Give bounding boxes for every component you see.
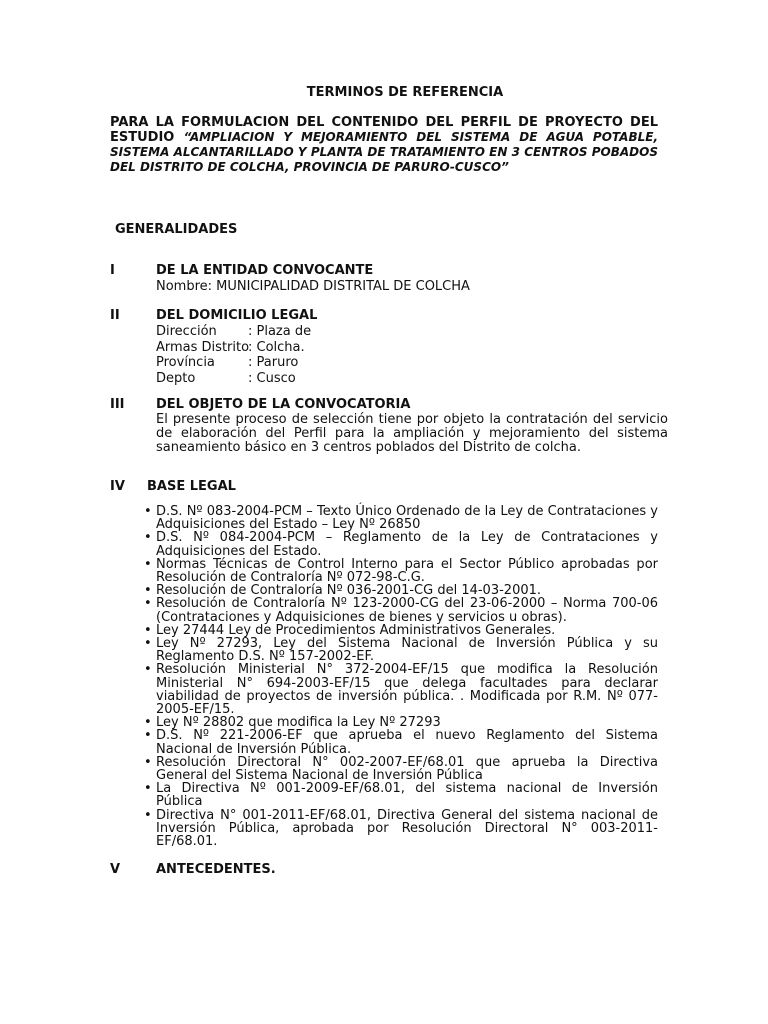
section-heading: BASE LEGAL bbox=[147, 479, 236, 494]
address-row bbox=[156, 340, 658, 356]
list-item: • Resolución de Contraloría Nº 036-2001-CG del 14-03-2001. bbox=[144, 584, 658, 597]
list-item: • D.S. Nº 084-2004-PCM – Reglamento de la Ley de Contrataciones y Adquisiciones del Estado. bbox=[144, 531, 658, 557]
address-value: : Cusco bbox=[248, 370, 296, 386]
section-body: El presente proceso de selección tiene por objeto la contratación del servicio de elaboración del Perfil para la ampliación y mejoramiento del sistema saneamiento básico en 3 centros poblados del Distrito de colcha. bbox=[156, 412, 668, 455]
section-body: Nombre: MUNICIPALIDAD DISTRITAL DE COLCHA bbox=[156, 279, 470, 294]
section-domicilio bbox=[110, 308, 670, 388]
list-item: • Ley Nº 27293, Ley del Sistema Nacional de Inversión Pública y su Reglamento D.S. Nº 157-2002-EF. bbox=[144, 637, 658, 663]
section-heading: ANTECEDENTES. bbox=[156, 862, 276, 877]
address-block bbox=[156, 324, 658, 386]
list-item: • D.S. Nº 083-2004-PCM – Texto Único Ordenado de la Ley de Contrataciones y Adquisiciones del Estado – Ley Nº 26850 bbox=[144, 505, 658, 531]
project-name: “AMPLIACION Y MEJORAMIENTO DEL SISTEMA DE AGUA POTABLE, SISTEMA ALCANTARILLADO Y PLANTA DE TRATAMIENTO EN 3 CENTROS POBADOS DEL DISTRITO DE COLCHA, PROVINCIA DE PARURO-CUSCO” bbox=[110, 130, 659, 174]
address-value: : Colcha. bbox=[248, 339, 305, 355]
address-value: : Paruro bbox=[248, 355, 299, 370]
section-objeto bbox=[110, 397, 670, 467]
section-entidad bbox=[110, 263, 670, 297]
address-row bbox=[156, 371, 658, 387]
address-row bbox=[156, 324, 658, 340]
section-number: V bbox=[110, 862, 121, 877]
list-item: • Directiva N° 001-2011-EF/68.01, Directiva General del sistema nacional de Inversión Pública, aprobada por Resolución Directoral N° 003-2011- EF/68.01. bbox=[144, 809, 658, 849]
document-title: TERMINOS DE REFERENCIA bbox=[306, 85, 504, 100]
section-number: II bbox=[110, 308, 120, 323]
list-item: • Resolución de Contraloría Nº 123-2000-CG del 23-06-2000 – Norma 700-06 (Contrataciones y Adquisiciones de bienes y servicios u obras). bbox=[144, 597, 658, 623]
list-item: • Normas Técnicas de Control Interno para el Sector Público aprobadas por Resolución de Contraloría Nº 072-98-C.G. bbox=[144, 558, 658, 584]
section-number: III bbox=[110, 397, 125, 412]
section-number: IV bbox=[110, 479, 125, 494]
address-key: Província bbox=[156, 355, 215, 370]
address-key: Dirección bbox=[156, 324, 217, 339]
address-row bbox=[156, 355, 658, 371]
section-number: I bbox=[110, 263, 115, 278]
section-heading: DE LA ENTIDAD CONVOCANTE bbox=[156, 263, 374, 278]
section-antecedentes bbox=[110, 862, 670, 882]
section-heading: DEL DOMICILIO LEGAL bbox=[156, 308, 318, 323]
intro-paragraph bbox=[110, 116, 658, 175]
intro-lead: PARA LA FORMULACION DEL CONTENIDO DEL PERFIL DE PROYECTO DEL ESTUDIO bbox=[110, 115, 658, 145]
list-item: • La Directiva Nº 001-2009-EF/68.01, del sistema nacional de Inversión Pública bbox=[144, 782, 658, 808]
list-item: • Ley Nº 28802 que modifica la Ley Nº 27293 bbox=[144, 716, 658, 729]
section-heading: DEL OBJETO DE LA CONVOCATORIA bbox=[156, 397, 411, 412]
list-item: • D.S. Nº 221-2006-EF que aprueba el nuevo Reglamento del Sistema Nacional de Inversión Pública. bbox=[144, 729, 658, 755]
address-key: Depto bbox=[156, 370, 196, 386]
list-item: • Ley 27444 Ley de Procedimientos Administrativos Generales. bbox=[144, 624, 658, 637]
address-key: Armas Distrito bbox=[156, 339, 250, 355]
address-value: : Plaza de bbox=[248, 324, 312, 339]
list-item: • Resolución Ministerial N° 372-2004-EF/15 que modifica la Resolución Ministerial N° 694-2003-EF/15 que delega facultades para declarar viabilidad de proyectos de inversión pública. . Modificada por R.M. Nº 077-2005-EF/15. bbox=[144, 663, 658, 716]
section-base-legal bbox=[110, 479, 670, 499]
generalidades-heading: GENERALIDADES bbox=[115, 222, 238, 237]
list-item: • Resolución Directoral N° 002-2007-EF/68.01 que aprueba la Directiva General del Sistema Nacional de Inversión Pública bbox=[144, 756, 658, 782]
legal-basis-list bbox=[144, 505, 658, 848]
